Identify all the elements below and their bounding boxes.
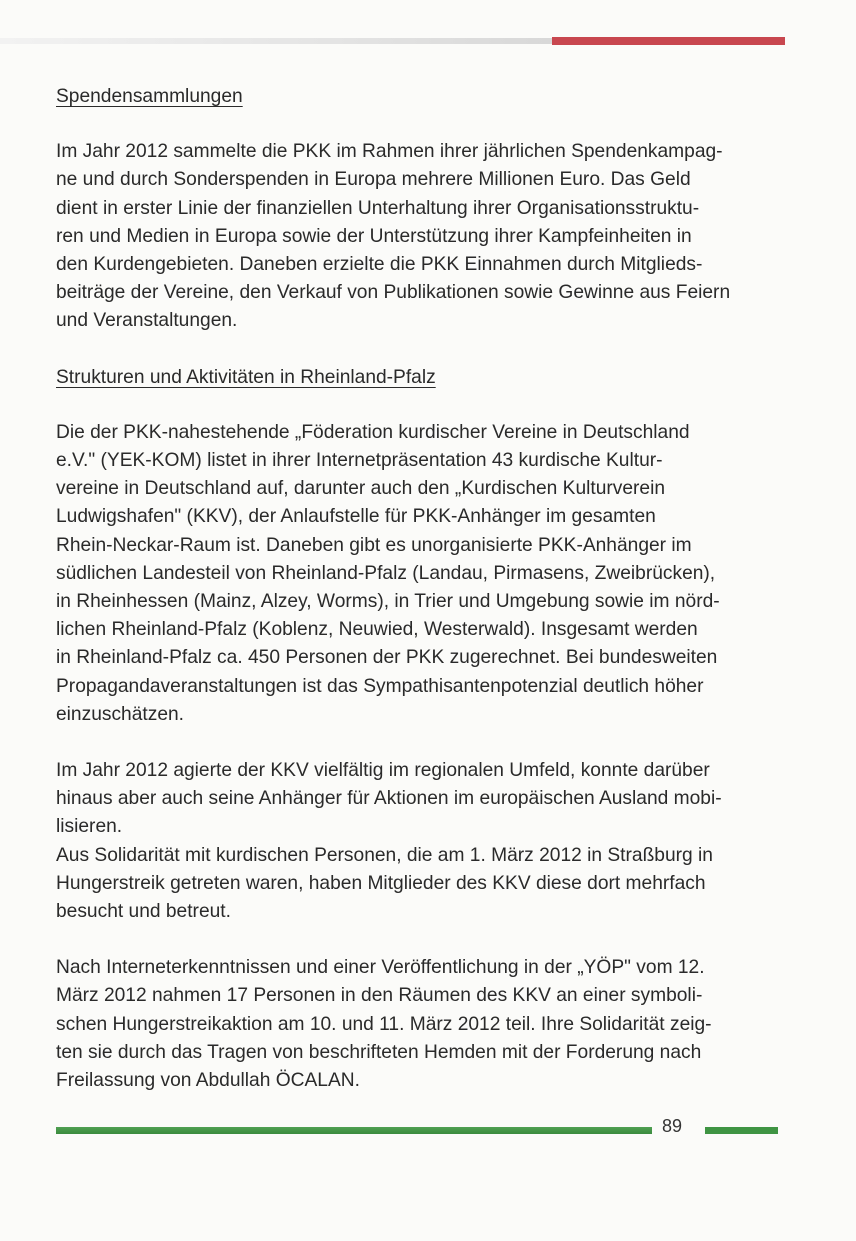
text-line: ne und durch Sonderspenden in Europa mehrere Millionen Euro. Das Geld	[56, 169, 691, 191]
text-line: ren und Medien in Europa sowie der Unterstützung ihrer Kampfeinheiten in	[56, 225, 692, 247]
text-line: ten sie durch das Tragen von beschrifteten Hemden mit der Forderung nach	[56, 1041, 702, 1063]
text-line: und Veranstaltungen.	[56, 310, 238, 332]
text-line: Hungerstreik getreten waren, haben Mitglieder des KKV diese dort mehrfach	[56, 872, 706, 894]
paragraph-spenden	[56, 138, 792, 335]
top-rule-gray	[0, 38, 552, 44]
text-line: Freilassung von Abdullah ÖCALAN.	[56, 1070, 360, 1092]
text-line: hinaus aber auch seine Anhänger für Aktionen im europäischen Ausland mobi-	[56, 788, 722, 810]
text-line: vereine in Deutschland auf, darunter auch den „Kurdischen Kulturverein	[56, 478, 666, 500]
paragraph-hungerstreik	[56, 954, 792, 1095]
text-line: Im Jahr 2012 sammelte die PKK im Rahmen ihrer jährlichen Spendenkampag-	[56, 141, 723, 163]
text-line: in Rheinhessen (Mainz, Alzey, Worms), in Trier und Umgebung sowie im nörd-	[56, 591, 720, 613]
text-line: schen Hungerstreikaktion am 10. und 11. März 2012 teil. Ihre Solidarität zeig-	[56, 1013, 712, 1035]
text-line: Aus Solidarität mit kurdischen Personen, die am 1. März 2012 in Straßburg in	[56, 844, 713, 866]
text-line: dient in erster Linie der finanziellen Unterhaltung ihrer Organisationsstruktu-	[56, 197, 700, 219]
text-line: März 2012 nahmen 17 Personen in den Räumen des KKV an einer symboli-	[56, 985, 703, 1007]
footer-rule-left	[56, 1127, 652, 1134]
text-line: Propagandaveranstaltungen ist das Sympathisantenpotenzial deutlich höher	[56, 675, 704, 697]
paragraph-kkv-2012	[56, 757, 792, 926]
text-line: in Rheinland-Pfalz ca. 450 Personen der PKK zugerechnet. Bei bundesweiten	[56, 647, 718, 669]
top-rule-red	[552, 37, 785, 45]
text-line: Ludwigshafen" (KKV), der Anlaufstelle für PKK-Anhänger im gesamten	[56, 506, 656, 528]
text-line: südlichen Landesteil von Rheinland-Pfalz (Landau, Pirmasens, Zweibrücken),	[56, 562, 716, 584]
text-line: beiträge der Vereine, den Verkauf von Publikationen sowie Gewinne aus Feiern	[56, 282, 731, 304]
text-line: Die der PKK-nahestehende „Föderation kurdischer Vereine in Deutschland	[56, 421, 690, 443]
text-line: Nach Interneterkenntnissen und einer Veröffentlichung in der „YÖP" vom 12.	[56, 957, 705, 979]
section-heading-spendensammlungen: Spendensammlungen	[56, 86, 243, 107]
text-line: lichen Rheinland-Pfalz (Koblenz, Neuwied, Westerwald). Insgesamt werden	[56, 619, 698, 641]
section-heading-strukturen: Strukturen und Aktivitäten in Rheinland-Pfalz	[56, 366, 436, 388]
text-line: besucht und betreut.	[56, 901, 231, 923]
text-line: Rhein-Neckar-Raum ist. Daneben gibt es unorganisierte PKK-Anhänger im	[56, 534, 692, 556]
text-line: lisieren.	[56, 816, 123, 838]
text-line: einzuschätzen.	[56, 703, 184, 725]
text-line: e.V." (YEK-KOM) listet in ihrer Internetpräsentation 43 kurdische Kultur-	[56, 450, 663, 472]
text-line: Im Jahr 2012 agierte der KKV vielfältig im regionalen Umfeld, konnte darüber	[56, 760, 710, 782]
footer-rule-right	[705, 1127, 778, 1134]
text-line: den Kurdengebieten. Daneben erzielte die PKK Einnahmen durch Mitglieds-	[56, 254, 703, 276]
page-content	[56, 83, 792, 1095]
paragraph-yek-kom	[56, 419, 792, 729]
page-number: 89	[662, 1116, 683, 1136]
